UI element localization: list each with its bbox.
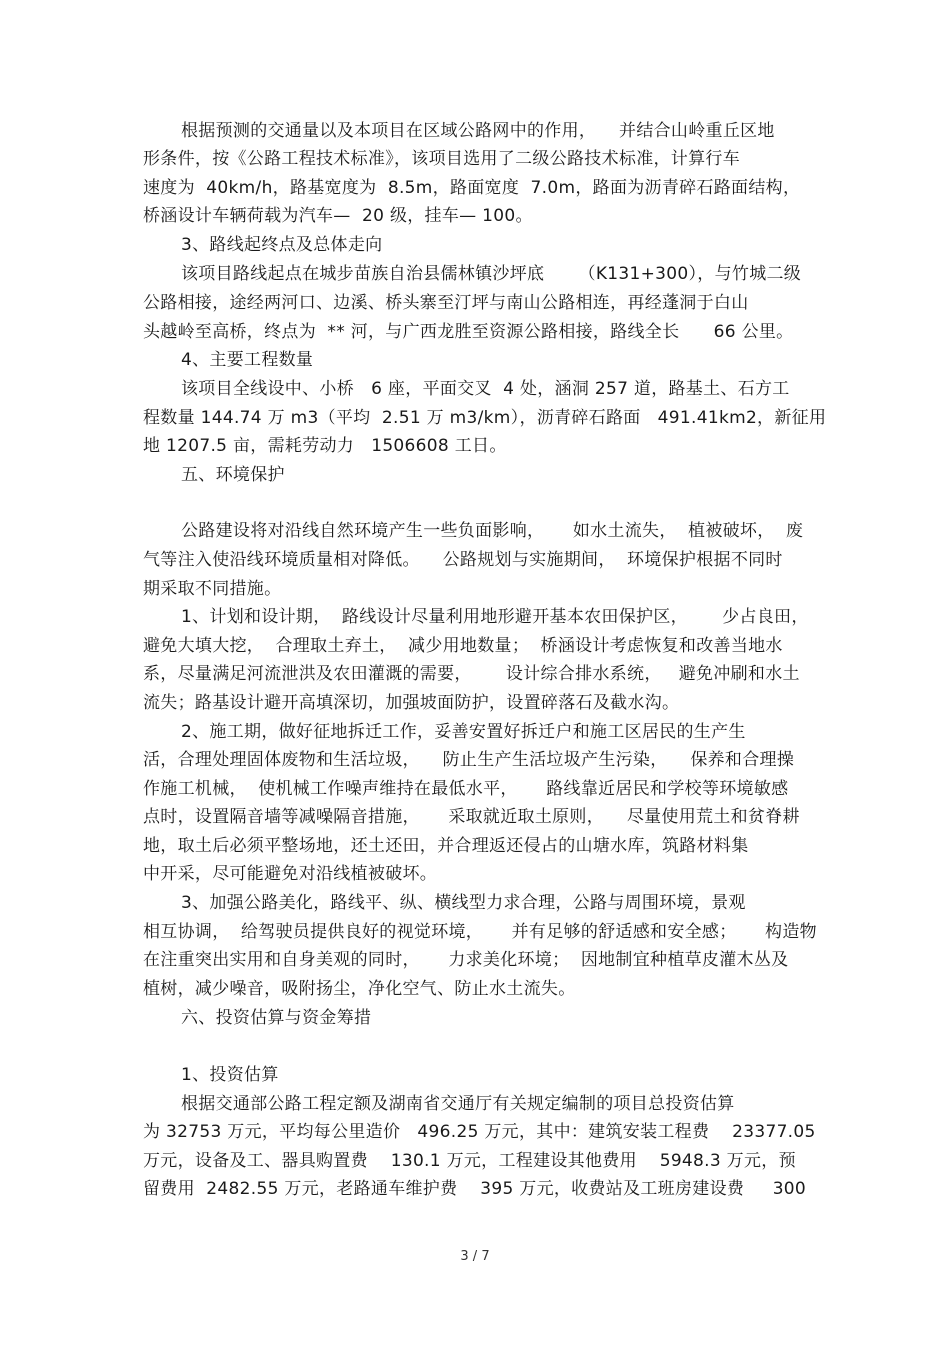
text-line: 中开采，尽可能避免对沿线植被破坏。 [143, 864, 438, 884]
text-line: 公路建设将对沿线自然环境产生一些负面影响， 如水土流失， 植被破坏， 废 [181, 521, 804, 541]
text-line: 地，取土后必须平整场地，还土还田，并合理返还侵占的山塘水库，筑路材料集 [143, 836, 749, 856]
text-line: 3、加强公路美化，路线平、纵、横线型力求合理，公路与周围环境，景观 [181, 893, 746, 913]
section-heading: 六、投资估算与资金筹措 [181, 1008, 372, 1028]
text-line: 程数量 144.74 万 m3（平均 2.51 万 m3/km），沥青碎石路面 491.41km2，新征用 [143, 408, 827, 428]
text-line: 期采取不同措施。 [143, 579, 282, 599]
text-line: 气等注入使沿线环境质量相对降低。 公路规划与实施期间， 环境保护根据不同时 [143, 550, 783, 570]
text-line: 作施工机械， 使机械工作噪声维持在最低水平， 路线靠近居民和学校等环境敏感 [143, 779, 789, 799]
page-number: 3 / 7 [460, 1249, 490, 1264]
section-heading: 五、环境保护 [181, 465, 285, 485]
text-line: 相互协调， 给驾驶员提供良好的视觉环境， 并有足够的舒适感和安全感； 构造物 [143, 922, 817, 942]
section-heading: 4、主要工程数量 [181, 350, 314, 370]
text-line: 为 32753 万元，平均每公里造价 496.25 万元，其中：建筑安装工程费 23377.05 [143, 1122, 816, 1142]
text-line: 该项目路线起点在城步苗族自治县儒林镇沙坪底 （K131+300），与竹城二级 [181, 264, 802, 284]
text-line: 万元，设备及工、器具购置费 130.1 万元，工程建设其他费用 5948.3 万元，预 [143, 1151, 796, 1171]
text-line: 头越岭至高桥，终点为 ** 河，与广西龙胜至资源公路相接，路线全长 66 公里。 [143, 322, 794, 342]
text-line: 植树，减少噪音，吸附扬尘，净化空气、防止水土流失。 [143, 979, 576, 999]
text-line: 活，合理处理固体废物和生活垃圾， 防止生产生活垃圾产生污染， 保养和合理操 [143, 750, 795, 770]
text-line: 桥涵设计车辆荷载为汽车— 20 级，挂车— 100。 [143, 206, 533, 226]
section-heading: 3、路线起终点及总体走向 [181, 235, 383, 255]
text-line: 公路相接，途经两河口、边溪、桥头寨至汀坪与南山公路相连，再经蓬洞于白山 [143, 293, 749, 313]
text-line: 1、计划和设计期， 路线设计尽量利用地形避开基本农田保护区， 少占良田， [181, 607, 809, 627]
text-line: 流失；路基设计避开高填深切，加强坡面防护，设置碎落石及截水沟。 [143, 693, 680, 713]
text-line: 系，尽量满足河流泄洪及农田灌溉的需要， 设计综合排水系统， 避免冲刷和水土 [143, 664, 800, 684]
text-line: 在注重突出实用和自身美观的同时， 力求美化环境； 因地制宜种植草皮灌木丛及 [143, 950, 789, 970]
text-line: 地 1207.5 亩，需耗劳动力 1506608 工日。 [143, 436, 507, 456]
text-line: 根据预测的交通量以及本项目在区域公路网中的作用， 并结合山岭重丘区地 [181, 121, 775, 141]
section-heading: 1、投资估算 [181, 1065, 279, 1085]
text-line: 该项目全线设中、小桥 6 座，平面交叉 4 处，涵洞 257 道，路基土、石方工 [181, 379, 790, 399]
text-line: 速度为 40km/h，路基宽度为 8.5m，路面宽度 7.0m，路面为沥青碎石路面结构， [143, 178, 801, 198]
text-line: 留费用 2482.55 万元，老路通车维护费 395 万元，收费站及工班房建设费 300 [143, 1179, 807, 1199]
text-line: 点时，设置隔音墙等减噪隔音措施， 采取就近取土原则， 尽量使用荒土和贫脊耕 [143, 807, 800, 827]
text-line: 根据交通部公路工程定额及湖南省交通厅有关规定编制的项目总投资估算 [181, 1094, 735, 1114]
text-line: 形条件，按《公路工程技术标准》，该项目选用了二级公路技术标准，计算行车 [143, 149, 740, 169]
text-line: 2、施工期，做好征地拆迁工作，妥善安置好拆迁户和施工区居民的生产生 [181, 722, 746, 742]
text-line: 避免大填大挖， 合理取土弃土， 减少用地数量； 桥涵设计考虑恢复和改善当地水 [143, 636, 783, 656]
